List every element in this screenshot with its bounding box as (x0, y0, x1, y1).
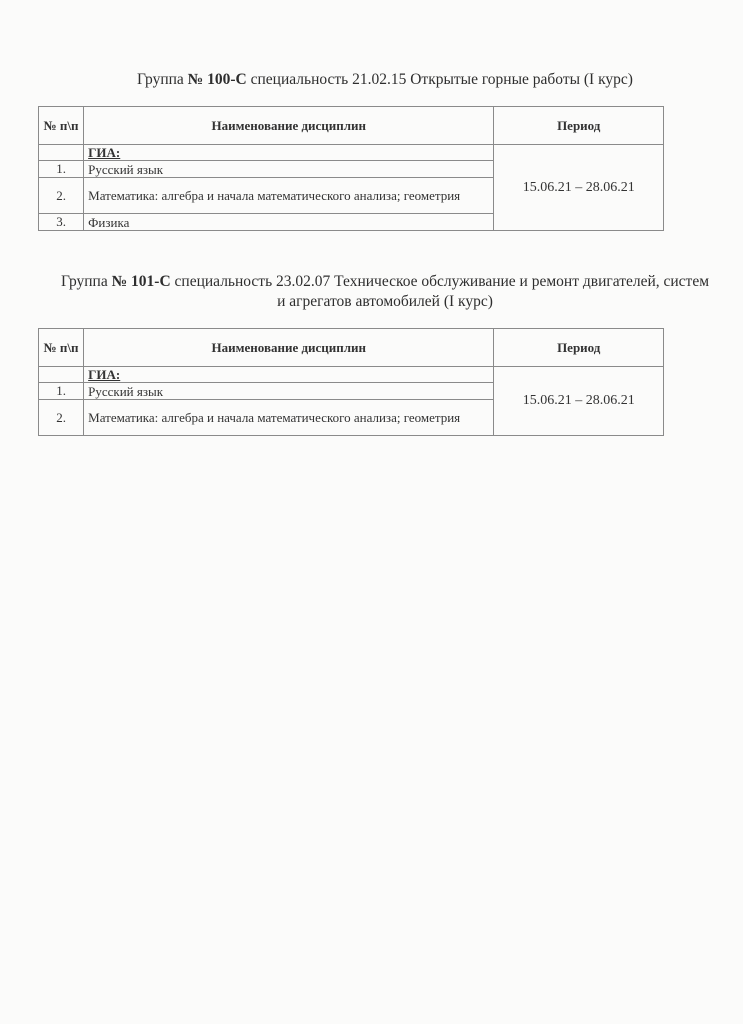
group-101-heading (60, 272, 710, 312)
section-label: ГИА: (88, 367, 121, 382)
group-number: № 100-С (187, 71, 247, 88)
specialty-text: специальность 21.02.15 Открытые горные работы (I курс) (246, 71, 633, 88)
heading-prefix: Группа (60, 273, 112, 290)
section-cell (84, 145, 494, 161)
row-num: 3. (39, 214, 84, 231)
group-100-table (38, 106, 664, 231)
heading-prefix: Группа (137, 71, 188, 88)
row-discipline: Русский язык (84, 383, 494, 400)
period-cell: 15.06.21 – 28.06.21 (494, 145, 664, 231)
section-cell (84, 367, 494, 383)
group-number: № 101-С (111, 273, 171, 290)
row-discipline: Математика: алгебра и начала математического анализа; геометрия (84, 400, 494, 436)
group-101-table (38, 328, 664, 436)
row-num: 2. (39, 178, 84, 214)
header-period: Период (494, 329, 664, 367)
row-discipline: Математика: алгебра и начала математического анализа; геометрия (84, 178, 494, 214)
specialty-text: специальность 23.02.07 Техническое обслуживание и ремонт двигателей, систем и агрегатов автомобилей (I курс) (170, 273, 710, 310)
row-discipline: Физика (84, 214, 494, 231)
table-header-row (39, 329, 664, 367)
section-row (39, 145, 664, 161)
group-100-heading (60, 70, 710, 90)
row-discipline: Русский язык (84, 161, 494, 178)
section-num-cell (39, 145, 84, 161)
table-header-row (39, 107, 664, 145)
period-cell: 15.06.21 – 28.06.21 (494, 367, 664, 436)
row-num: 2. (39, 400, 84, 436)
header-name: Наименование дисциплин (84, 107, 494, 145)
header-num: № п\п (39, 107, 84, 145)
header-name: Наименование дисциплин (84, 329, 494, 367)
header-num: № п\п (39, 329, 84, 367)
row-num: 1. (39, 383, 84, 400)
section-row (39, 367, 664, 383)
section-num-cell (39, 367, 84, 383)
section-label: ГИА: (88, 145, 121, 160)
row-num: 1. (39, 161, 84, 178)
header-period: Период (494, 107, 664, 145)
